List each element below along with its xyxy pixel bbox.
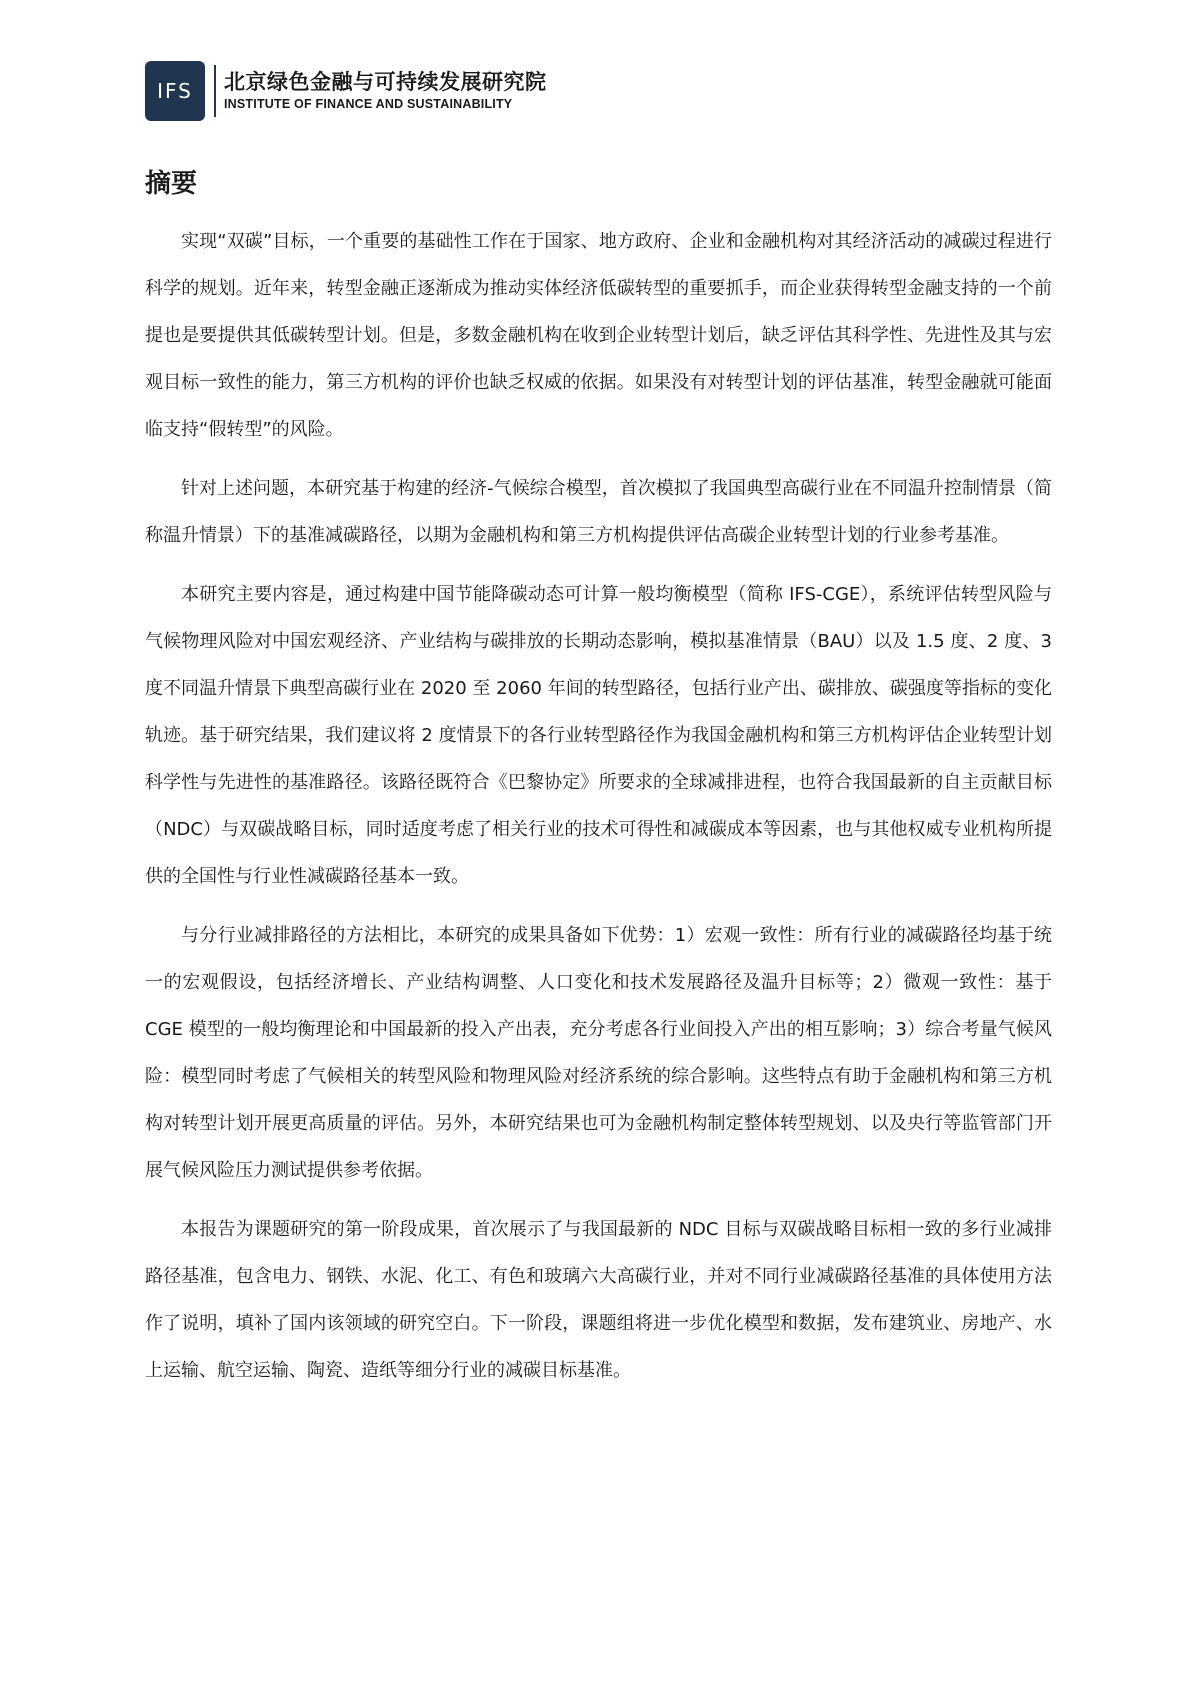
paragraph: 本报告为课题研究的第一阶段成果，首次展示了与我国最新的 NDC 目标与双碳战略目标相一致的多行业减排路径基准，包含电力、钢铁、水泥、化工、有色和玻璃六大高碳行业，并对不同行业减碳路径基准的具体使用方法作了说明，填补了国内该领域的研究空白。下一阶段，课题组将进一步优化模型和数据，发布建筑业、房地产、水上运输、航空运输、陶瓷、造纸等细分行业的减碳目标基准。 [145,1219,1052,1381]
abstract-body [145,218,1052,1406]
page-header [145,60,547,122]
logo-divider [214,65,216,117]
org-name-cn: 北京绿色金融与可持续发展研究院 [224,70,547,94]
org-names [224,69,547,113]
page-title: 摘要 [145,169,198,199]
org-name-en: INSTITUTE OF FINANCE AND SUSTAINABILITY [224,97,513,111]
logo-text: IFS [157,79,193,103]
ifs-logo [145,61,205,121]
paragraph: 本研究主要内容是，通过构建中国节能降碳动态可计算一般均衡模型（简称 IFS-CGE），系统评估转型风险与气候物理风险对中国宏观经济、产业结构与碳排放的长期动态影响，模拟基准情景（BAU）以及 1.5 度、2 度、3 度不同温升情景下典型高碳行业在 2020 至 2060 年间的转型路径，包括行业产出、碳排放、碳强度等指标的变化轨迹。基于研究结果，我们建议将 2 度情景下的各行业转型路径作为我国金融机构和第三方机构评估企业转型计划科学性与先进性的基准路径。该路径既符合《巴黎协定》所要求的全球减排进程，也符合我国最新的自主贡献目标（NDC）与双碳战略目标，同时适度考虑了相关行业的技术可得性和减碳成本等因素，也与其他权威专业机构所提供的全国性与行业性减碳路径基本一致。 [145,584,1052,887]
paragraph: 与分行业减排路径的方法相比，本研究的成果具备如下优势：1）宏观一致性：所有行业的减碳路径均基于统一的宏观假设，包括经济增长、产业结构调整、人口变化和技术发展路径及温升目标等；2）微观一致性：基于 CGE 模型的一般均衡理论和中国最新的投入产出表，充分考虑各行业间投入产出的相互影响；3）综合考量气候风险：模型同时考虑了气候相关的转型风险和物理风险对经济系统的综合影响。这些特点有助于金融机构和第三方机构对转型计划开展更高质量的评估。另外，本研究结果也可为金融机构制定整体转型规划、以及央行等监管部门开展气候风险压力测试提供参考依据。 [145,925,1052,1181]
paragraph: 针对上述问题，本研究基于构建的经济-气候综合模型，首次模拟了我国典型高碳行业在不同温升控制情景（简称温升情景）下的基准减碳路径，以期为金融机构和第三方机构提供评估高碳企业转型计划的行业参考基准。 [145,478,1052,546]
paragraph: 实现“双碳”目标，一个重要的基础性工作在于国家、地方政府、企业和金融机构对其经济活动的减碳过程进行科学的规划。近年来，转型金融正逐渐成为推动实体经济低碳转型的重要抓手，而企业获得转型金融支持的一个前提也是要提供其低碳转型计划。但是，多数金融机构在收到企业转型计划后，缺乏评估其科学性、先进性及其与宏观目标一致性的能力，第三方机构的评价也缺乏权威的依据。如果没有对转型计划的评估基准，转型金融就可能面临支持“假转型”的风险。 [145,231,1052,440]
